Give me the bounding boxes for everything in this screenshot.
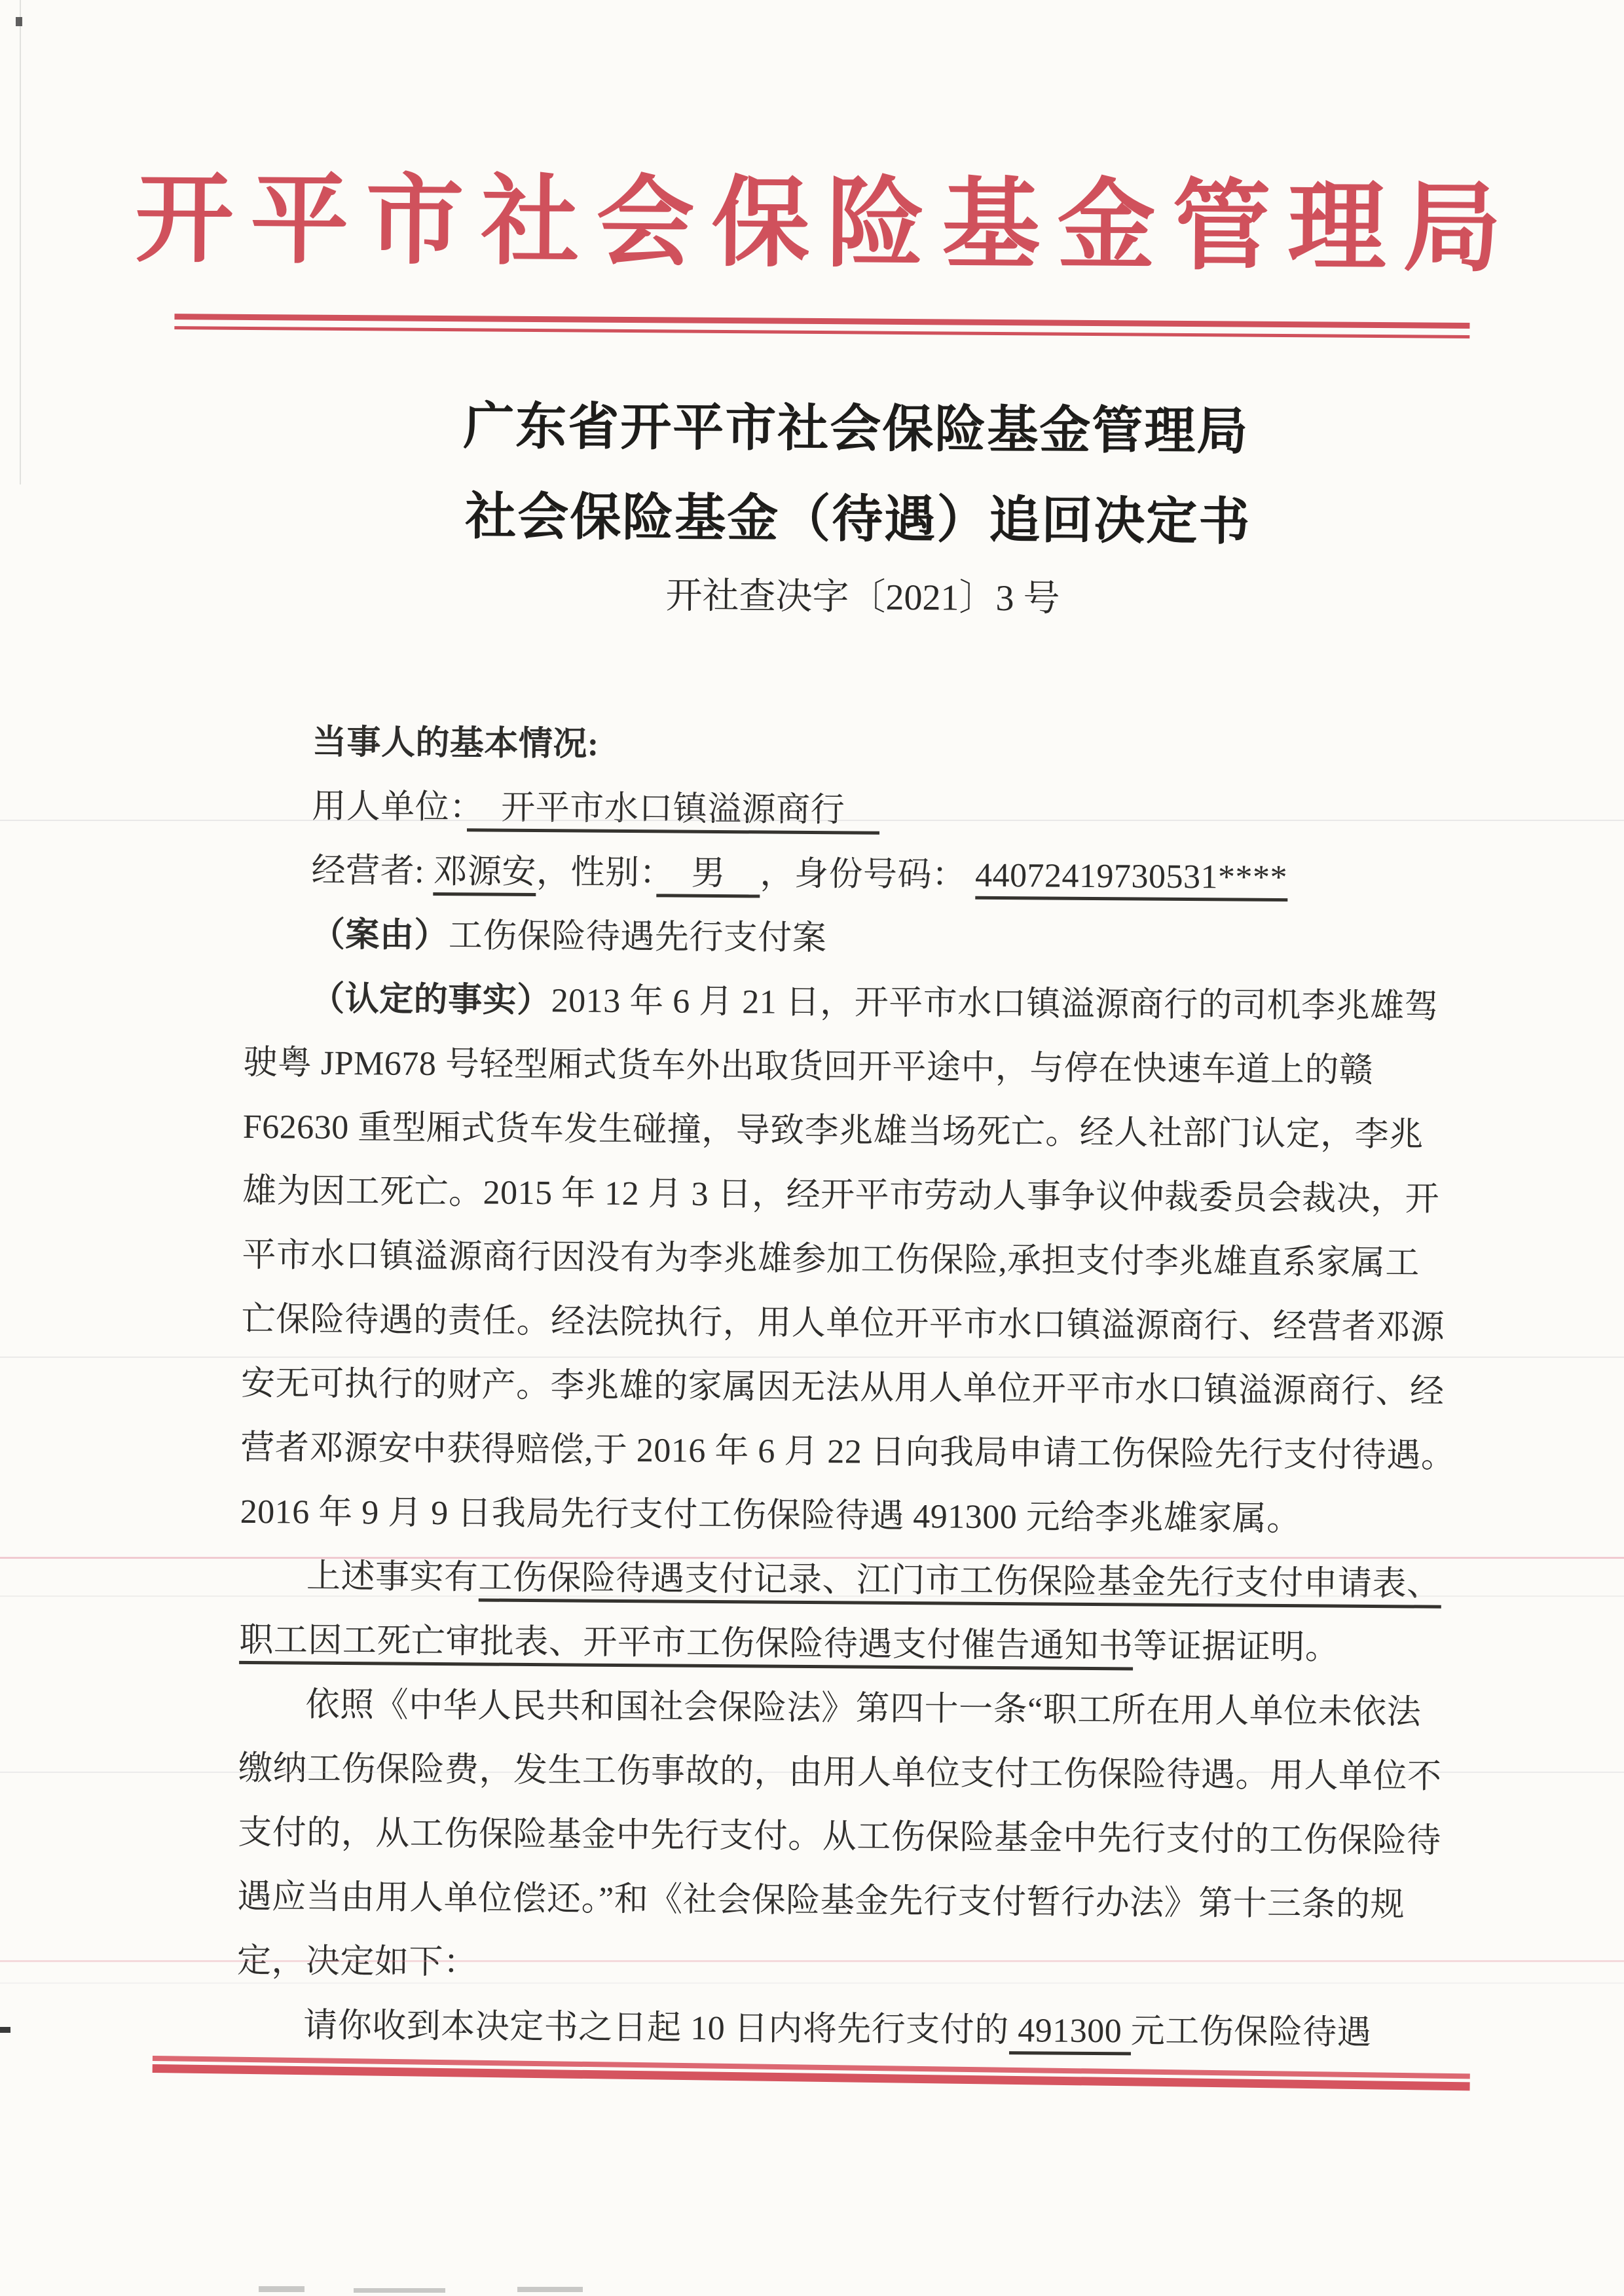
underlined-text: 工伤保险待遇支付记录、江门市工伤保险基金先行支付申请表、 (478, 1559, 1441, 1608)
body-line (236, 1994, 1452, 2066)
document-title-line2: 社会保险基金（待遇）追回决定书 (465, 488, 1251, 551)
text-segment: 工伤保险待遇先行支付案 (448, 917, 827, 958)
text-segment: 上述事实有 (306, 1558, 479, 1597)
text-segment: ，性别： (536, 854, 657, 892)
underlined-text: 开平市水口镇溢源商行 (467, 789, 879, 834)
body-line (238, 1801, 1453, 1874)
body-line (240, 1416, 1456, 1489)
text-segment: 安无可执行的财产。李兆雄的家属因无法从用人单位开平市水口镇溢源商行、经 (240, 1364, 1445, 1411)
cutoff-text-fragment (354, 2288, 445, 2293)
text-segment: 依照《中华人民共和国社会保险法》第四十一条“职工所在用人单位未依法 (305, 1686, 1422, 1732)
body-line (242, 1095, 1458, 1168)
text-segment: 等证据证明。 (1133, 1628, 1340, 1667)
text-segment: 缴纳工伤保险费，发生工伤事故的，由用人单位支付工伤保险待遇。用人单位不 (238, 1749, 1442, 1796)
body-line (241, 1352, 1456, 1425)
body-line (237, 1929, 1452, 2002)
body-line (238, 1673, 1454, 1745)
document-number: 开社查决字〔2021〕3 号 (665, 575, 1060, 619)
underlined-text: 491300 (1008, 2012, 1130, 2055)
body-line (244, 967, 1459, 1040)
text-segment: 2016 年 9 月 9 日我局先行支付工伤保险待遇 491300 元给李兆雄家属。 (240, 1493, 1301, 1539)
scan-speck (16, 17, 22, 26)
letterhead-rule-thick (174, 314, 1469, 329)
text-segment: （认定的事实） (310, 980, 551, 1020)
text-segment: 定，决定如下： (236, 1942, 478, 1982)
text-segment: 平市水口镇溢源商行因没有为李兆雄参加工伤保险,承担支付李兆雄直系家属工 (242, 1236, 1420, 1283)
underlined-text: 邓源安 (433, 853, 536, 896)
text-segment: 元工伤保险待遇 (1130, 2013, 1372, 2052)
underlined-text: 男 (657, 854, 760, 898)
body-line (240, 1480, 1455, 1553)
body-line (239, 1609, 1454, 1681)
cutoff-text-fragment (517, 2287, 583, 2292)
body-line (240, 1544, 1455, 1617)
text-segment: （案由） (310, 916, 449, 955)
cutoff-text-fragment (259, 2286, 304, 2292)
body-line (238, 1737, 1454, 1810)
text-segment: ，身份号码： (760, 855, 976, 894)
text-segment: 亡保险待遇的责任。经法院执行，用人单位开平市水口镇溢源商行、经营者邓源 (241, 1300, 1445, 1347)
body-line (244, 903, 1460, 975)
underlined-text: 职工因工死亡审批表、开平市工伤保险待遇支付催告通知书 (239, 1622, 1133, 1671)
body-line (237, 1865, 1452, 1938)
letterhead-org-name: 开平市社会保险基金管理局 (134, 165, 1519, 284)
text-segment: 当事人的基本情况: (312, 723, 599, 763)
text-segment: 遇应当由用人单位偿还。”和《社会保险基金先行支付暂行办法》第十三条的规 (237, 1878, 1405, 1924)
body-line (242, 1224, 1457, 1296)
document-title-line1: 广东省开平市社会保险基金管理局 (463, 397, 1249, 460)
underlined-text: 44072419730531**** (975, 857, 1287, 902)
text-segment: F62630 重型厢式货车发生碰撞，导致李兆雄当场死亡。经人社部门认定，李兆 (242, 1108, 1424, 1154)
scan-page-edge-shadow (20, 0, 21, 484)
text-segment: 支付的，从工伤保险基金中先行支付。从工伤保险基金中先行支付的工伤保险待 (238, 1813, 1441, 1860)
body-line (241, 1288, 1456, 1360)
text-segment: 用人单位： (312, 788, 467, 827)
body-line (242, 1159, 1458, 1232)
body-line (246, 710, 1461, 783)
body-line (243, 1031, 1458, 1104)
text-segment: 2013 年 6 月 21 日，开平市水口镇溢源商行的司机李兆雄驾 (551, 982, 1439, 1026)
body-line (244, 839, 1460, 911)
scan-speck (0, 2027, 10, 2033)
text-segment: 雄为因工死亡。2015 年 12 月 3 日，经开平市劳动人事争议仲裁委员会裁决，开 (242, 1172, 1440, 1218)
text-segment: 请你收到本决定书之日起 10 日内将先行支付的 (303, 2007, 1009, 2050)
body-line (245, 774, 1460, 847)
text-segment: 驶粤 JPM678 号轻型厢式货车外出取货回开平途中，与停在快速车道上的赣 (243, 1044, 1374, 1089)
letterhead-rule-thin (174, 326, 1469, 338)
text-segment: 营者邓源安中获得赔偿,于 2016 年 6 月 22 日向我局申请工伤保险先行支付待遇。 (240, 1429, 1456, 1475)
text-segment: 经营者: (311, 852, 434, 890)
document-body (236, 710, 1460, 2066)
